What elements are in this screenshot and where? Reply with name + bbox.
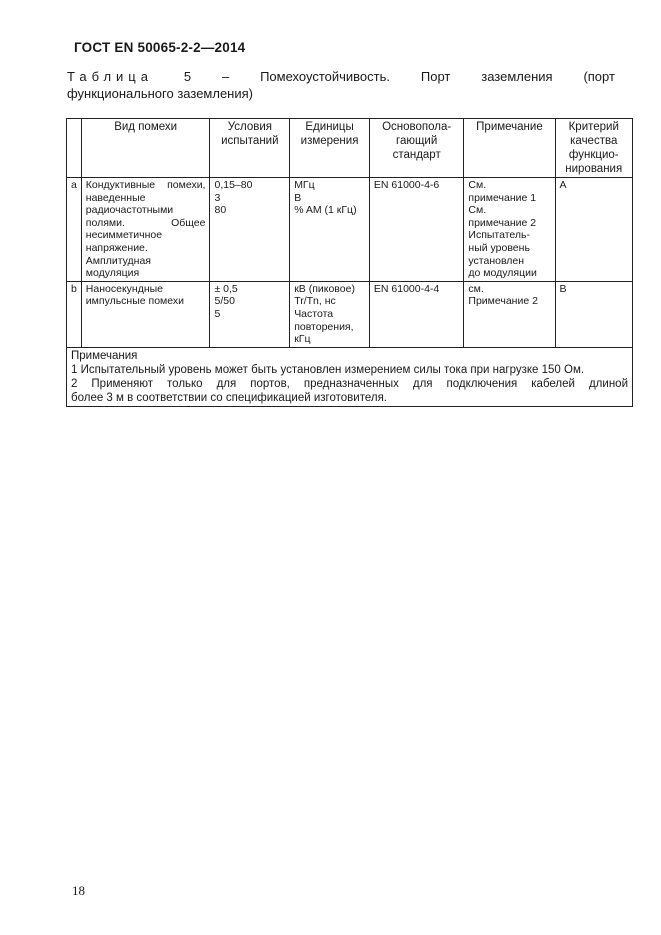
header-type: Вид помехи: [81, 119, 210, 178]
header-index: [67, 119, 82, 178]
table-notes: [67, 347, 633, 406]
row-criterion: A: [555, 178, 633, 282]
row-standard: EN 61000-4-6: [369, 178, 464, 282]
notes-title: Примечания: [71, 349, 138, 362]
note-2: 2 Применяют только для портов, предназначенных для подключения кабелей длиной: [71, 377, 628, 390]
caption-paren-word: (порт: [583, 69, 615, 84]
table-row: [67, 281, 633, 347]
row-index: a: [67, 178, 82, 282]
row-units: МГц В % AM (1 кГц): [290, 178, 370, 282]
row-type: Наносекундные импульсные помехи: [81, 281, 210, 347]
caption-title-word: Помехоустойчивость.: [260, 69, 390, 84]
row-type: Кондуктивные помехи, наведенные радиочастотными полями. Общее несимметичное напряжение. Амплитудная модуляция: [81, 178, 210, 282]
caption-table-word: Таблица: [67, 69, 153, 84]
page-number: 18: [72, 883, 85, 898]
row-units: кВ (пиковое) Tr/Tn, нс Частота повторения, кГц: [290, 281, 370, 347]
immunity-table: [66, 118, 633, 407]
header-note: Примечание: [464, 119, 555, 178]
row-conditions: 0,15–80 3 80: [210, 178, 290, 282]
header-criterion: Критерий качества функцио- нирования: [555, 119, 633, 178]
table-caption: [67, 68, 615, 85]
table-row: [67, 178, 633, 282]
caption-table-number: 5: [183, 69, 192, 84]
header-standard: Основопола- гающий стандарт: [369, 119, 464, 178]
document-header-id: ГОСТ EN 50065-2-2—2014: [74, 40, 246, 55]
row-note: См. примечание 1 См. примечание 2 Испытатель- ный уровень установлен до модуляции: [464, 178, 555, 282]
row-index: b: [67, 281, 82, 347]
row-criterion: B: [555, 281, 633, 347]
table-header-row: [67, 119, 633, 178]
header-units: Единицы измерения: [290, 119, 370, 178]
row-note: см. Примечание 2: [464, 281, 555, 347]
table-notes-row: [67, 347, 633, 406]
caption-dash: –: [221, 69, 230, 84]
caption-grounding-word: заземления: [481, 69, 553, 84]
row-conditions: ± 0,5 5/50 5: [210, 281, 290, 347]
caption-port-word: Порт: [420, 69, 451, 84]
table-caption-line2: функционального заземления): [67, 86, 253, 101]
row-standard: EN 61000-4-4: [369, 281, 464, 347]
note-2-continued: более 3 м в соответствии со спецификацией изготовителя.: [71, 391, 387, 404]
note-1: 1 Испытательный уровень может быть установлен измерением силы тока при нагрузке 150 Ом.: [71, 363, 585, 376]
header-conditions: Условия испытаний: [210, 119, 290, 178]
